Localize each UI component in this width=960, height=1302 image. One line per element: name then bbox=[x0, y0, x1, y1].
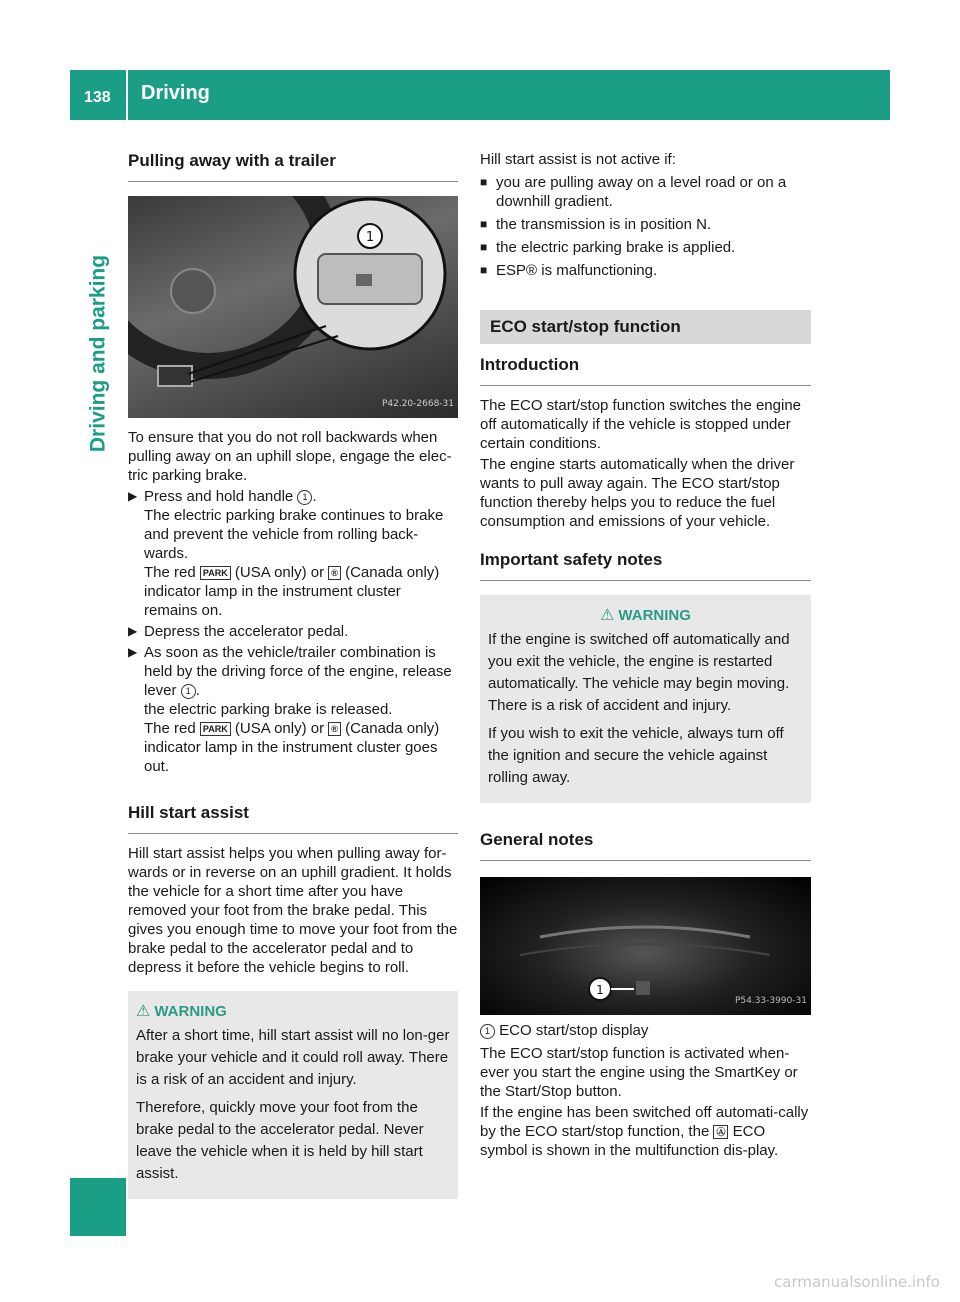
step-arrow-icon: ▶ bbox=[128, 645, 138, 659]
bullet-icon: ■ bbox=[480, 175, 488, 189]
general-p2: If the engine has been switched off automati-cally by the ECO start/stop function, the Ⓐ ECO symbol is shown in the multifunction dis-play. bbox=[480, 1104, 809, 1159]
callout-1-icon: 1 bbox=[480, 1024, 495, 1039]
hill-heading: Hill start assist bbox=[128, 802, 458, 834]
canada-park-icon: ® bbox=[328, 566, 341, 580]
eco-icon: Ⓐ bbox=[713, 1125, 728, 1139]
callout-1-icon: 1 bbox=[297, 490, 312, 505]
image-code: P42.20-2668-31 bbox=[381, 399, 454, 409]
svg-text:1: 1 bbox=[365, 230, 375, 245]
site-watermark: carmanualsonline.info bbox=[774, 1273, 940, 1291]
warning-text: If you wish to exit the vehicle, always turn off the ignition and secure the vehicle against rolling away. bbox=[488, 725, 784, 786]
hill-warning-box bbox=[128, 991, 458, 1199]
step-arrow-icon: ▶ bbox=[128, 489, 138, 503]
trailer-heading: Pulling away with a trailer bbox=[128, 150, 458, 182]
chapter-title: Driving bbox=[141, 82, 210, 104]
canada-park-icon: ® bbox=[328, 722, 341, 736]
svg-text:1: 1 bbox=[596, 983, 604, 997]
bullet-item: ■ the electric parking brake is applied. bbox=[480, 239, 736, 256]
warning-triangle-icon: ⚠ bbox=[600, 607, 615, 624]
general-p1: The ECO start/stop function is activated when-ever you start the engine using the SmartKey or the Start/Stop button. bbox=[480, 1045, 798, 1100]
warning-text: Therefore, quickly move your foot from the brake pedal to the accelerator pedal. Never leave the vehicle when it is held by hill start assist. bbox=[136, 1099, 424, 1182]
intro-p1: The ECO start/stop function switches the engine off automatically if the vehicle is stopped under certain conditions. bbox=[480, 397, 801, 452]
eco-warning-box bbox=[480, 595, 811, 803]
warning-text: If the engine is switched off automatically and you exit the vehicle, the engine is restarted automatically. The vehicle may begin moving. There is a risk of accident and injury. bbox=[488, 631, 790, 714]
eco-display-photo bbox=[480, 877, 811, 1015]
intro-heading: Introduction bbox=[480, 354, 811, 386]
warning-text: After a short time, hill start assist will no lon-ger brake your vehicle and it could roll away. There is a risk of an accident and injury. bbox=[136, 1027, 450, 1088]
not-active-intro: Hill start assist is not active if: bbox=[480, 151, 676, 168]
bullet-item: ■ ESP® is malfunctioning. bbox=[480, 262, 658, 279]
warning-title: WARNING bbox=[618, 607, 691, 624]
warning-triangle-icon: ⚠ bbox=[136, 1003, 151, 1020]
step-3: ▶ As soon as the vehicle/trailer combination is held by the driving force of the engine, release lever 1 . the electric parking brake is released. The red PARK (USA only) or ® (Canada only) indicator lamp in the instrument cluster goes out. bbox=[128, 644, 452, 775]
callout-1-icon: 1 bbox=[181, 684, 196, 699]
side-tab-marker bbox=[70, 1178, 126, 1236]
bullet-item: ■ you are pulling away on a level road or on a downhill gradient. bbox=[480, 174, 787, 210]
park-icon: PARK bbox=[200, 566, 231, 580]
bullet-icon: ■ bbox=[480, 217, 488, 231]
bullet-icon: ■ bbox=[480, 263, 488, 277]
trailer-intro: To ensure that you do not roll backwards when pulling away on an uphill slope, engage the elec-tric parking brake. bbox=[128, 429, 452, 484]
step-2: ▶ Depress the accelerator pedal. bbox=[128, 623, 349, 640]
step-arrow-icon: ▶ bbox=[128, 624, 138, 638]
steering-photo bbox=[128, 196, 458, 418]
general-heading: General notes bbox=[480, 829, 811, 861]
eco-section-band: ECO start/stop function bbox=[480, 310, 811, 344]
intro-p2: The engine starts automatically when the driver wants to pull away again. The ECO start/stop function thereby helps you to reduce the fuel consumption and emissions of your vehicle. bbox=[480, 456, 795, 530]
step-1-detail: The electric parking brake continues to brake and prevent the vehicle from rolling back-wards. bbox=[144, 507, 444, 562]
header-divider bbox=[126, 70, 128, 120]
steering-illustration bbox=[128, 196, 458, 418]
hill-body: Hill start assist helps you when pulling away for-wards or in reverse on an uphill gradient. It holds the vehicle for a short time after you have removed your foot from the brake pedal. This gives you enough time to move your foot from the brake pedal to the accelerator pedal and to depress it before the vehicle begins to roll. bbox=[128, 845, 458, 976]
warning-title: WARNING bbox=[154, 1003, 227, 1020]
right-column bbox=[480, 150, 811, 1160]
safety-heading: Important safety notes bbox=[480, 549, 811, 581]
image-code: P54.33-3990-31 bbox=[734, 996, 807, 1006]
bullet-icon: ■ bbox=[480, 240, 488, 254]
page-number: 138 bbox=[84, 89, 111, 106]
side-tab-label: Driving and parking bbox=[86, 254, 110, 453]
bullet-item: ■ the transmission is in position N. bbox=[480, 216, 712, 233]
left-column bbox=[128, 150, 458, 1199]
park-icon: PARK bbox=[200, 722, 231, 736]
caption: 1 ECO start/stop display bbox=[480, 1021, 811, 1040]
step-1: ▶ Press and hold handle 1 . The electric parking brake continues to brake and prevent the vehicle from rolling back-wards. The red PARK (USA only) or ® (Canada only) indicator lamp in the instrument cluster remains on. bbox=[128, 488, 444, 619]
